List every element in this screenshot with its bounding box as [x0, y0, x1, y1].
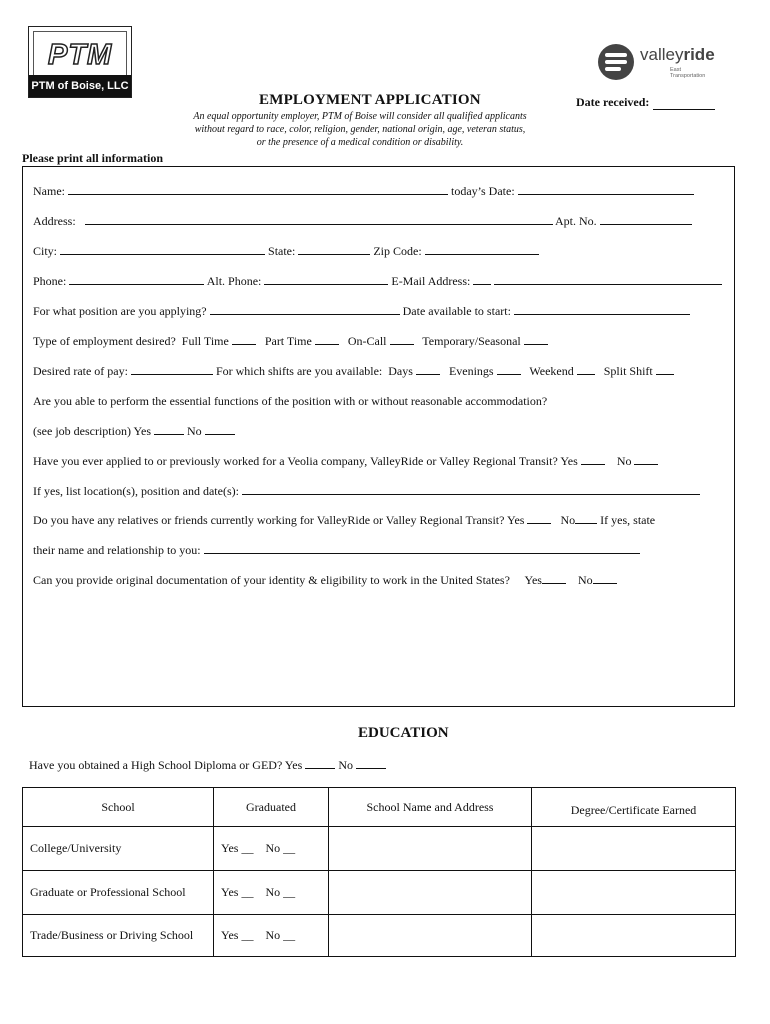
relatives-no-field[interactable] — [575, 513, 597, 524]
date-available-field[interactable] — [514, 304, 690, 315]
relatives-yes-field[interactable] — [527, 513, 551, 524]
valleyride-emblem-icon — [596, 42, 636, 82]
pay-row — [33, 364, 674, 379]
job-description-row — [33, 424, 235, 439]
column-header-graduated: Graduated — [214, 788, 329, 827]
table-row — [23, 827, 736, 871]
veolia-row — [33, 454, 658, 469]
apt-field[interactable] — [600, 214, 692, 225]
job-desc-yes-label: (see job description) Yes — [33, 424, 151, 438]
high-school-no-field[interactable] — [356, 758, 386, 769]
documentation-no-label: No — [577, 573, 593, 587]
split-shift-field[interactable] — [656, 364, 674, 375]
school-name-cell[interactable] — [329, 915, 532, 957]
relationship-label: their name and relationship to you: — [33, 543, 201, 557]
position-field[interactable] — [210, 304, 400, 315]
previous-work-field[interactable] — [242, 484, 700, 495]
graduated-no[interactable]: No __ — [265, 885, 296, 899]
column-header-school-name: School Name and Address — [329, 788, 532, 827]
eeo-line-3: or the presence of a medical condition or disability. — [256, 137, 464, 148]
alt-phone-field[interactable] — [264, 274, 388, 285]
table-row — [23, 871, 736, 915]
temporary-field[interactable] — [524, 334, 548, 345]
todays-date-field[interactable] — [518, 184, 694, 195]
pay-label: Desired rate of pay: — [33, 364, 128, 378]
date-received — [576, 95, 715, 110]
relationship-field[interactable] — [204, 543, 640, 554]
weekend-label: Weekend — [529, 364, 574, 378]
if-yes-state-label: If yes, state — [600, 513, 656, 527]
phone-row — [33, 274, 722, 289]
apt-label: Apt. No. — [555, 214, 597, 228]
high-school-no-label: No — [338, 758, 353, 772]
column-header-degree: Degree/Certificate Earned — [532, 788, 736, 827]
school-cell: College/University — [23, 827, 214, 871]
date-received-field[interactable] — [653, 99, 715, 110]
graduated-cell — [214, 827, 329, 871]
name-field[interactable] — [68, 184, 448, 195]
alt-phone-label: Alt. Phone: — [206, 274, 262, 288]
high-school-question-row — [29, 758, 386, 773]
previous-work-label: If yes, list location(s), position and date(s): — [33, 484, 239, 498]
full-time-field[interactable] — [232, 334, 256, 345]
column-header-school: School — [23, 788, 214, 827]
part-time-label: Part Time — [264, 334, 312, 348]
full-time-label: Full Time — [181, 334, 229, 348]
degree-cell[interactable] — [532, 871, 736, 915]
date-available-label: Date available to start: — [402, 304, 511, 318]
graduated-yes[interactable]: Yes __ — [221, 928, 254, 942]
high-school-yes-field[interactable] — [305, 758, 335, 769]
veolia-no-field[interactable] — [634, 454, 658, 465]
school-cell: Trade/Business or Driving School — [23, 915, 214, 957]
on-call-label: On-Call — [347, 334, 387, 348]
evenings-field[interactable] — [497, 364, 521, 375]
high-school-yes-label: Yes — [284, 758, 303, 772]
relatives-no-label: No — [560, 513, 576, 527]
phone-label: Phone: — [33, 274, 67, 288]
high-school-question: Have you obtained a High School Diploma or GED? — [29, 758, 283, 772]
city-label: City: — [33, 244, 58, 258]
part-time-field[interactable] — [315, 334, 339, 345]
job-desc-yes-field[interactable] — [154, 424, 184, 435]
name-label: Name: — [33, 184, 65, 198]
page-title: EMPLOYMENT APPLICATION — [259, 92, 481, 108]
veolia-yes-field[interactable] — [581, 454, 605, 465]
essential-question: Are you able to perform the essential functions of the position with or without reasonable accommodation? — [33, 394, 548, 408]
on-call-field[interactable] — [390, 334, 414, 345]
weekend-field[interactable] — [577, 364, 595, 375]
email-field-prefix[interactable] — [473, 274, 491, 285]
eeo-statement — [170, 110, 550, 149]
zip-field[interactable] — [425, 244, 539, 255]
documentation-yes-field[interactable] — [542, 573, 566, 584]
table-row — [23, 915, 736, 957]
relatives-yes-label: Yes — [507, 513, 525, 527]
school-cell: Graduate or Professional School — [23, 871, 214, 915]
email-field[interactable] — [494, 274, 722, 285]
split-shift-label: Split Shift — [603, 364, 653, 378]
relationship-row — [33, 543, 640, 558]
valleyride-wordmark — [640, 45, 715, 65]
evenings-label: Evenings — [448, 364, 494, 378]
valleyride-tagline-1: East — [670, 67, 682, 73]
veolia-no-label: No — [616, 454, 632, 468]
graduated-cell — [214, 871, 329, 915]
documentation-no-field[interactable] — [593, 573, 617, 584]
employment-type-row — [33, 334, 548, 349]
position-row — [33, 304, 690, 319]
temporary-label: Temporary/Seasonal — [422, 334, 521, 348]
valleyride-word-bold: ride — [683, 45, 715, 64]
graduated-no[interactable]: No __ — [265, 841, 296, 855]
date-received-label: Date received: — [576, 95, 650, 109]
veolia-yes-label: Yes — [560, 454, 578, 468]
phone-field[interactable] — [69, 274, 204, 285]
state-field[interactable] — [298, 244, 370, 255]
documentation-yes-label: Yes — [524, 573, 542, 587]
ptm-logo — [28, 26, 132, 98]
name-row — [33, 184, 694, 199]
todays-date-label: today’s Date: — [451, 184, 515, 198]
ptm-logo-name: PTM of Boise, LLC — [29, 75, 131, 97]
city-field[interactable] — [60, 244, 265, 255]
valleyride-word-light: valley — [640, 45, 684, 64]
state-label: State: — [268, 244, 296, 258]
zip-label: Zip Code: — [373, 244, 422, 258]
degree-cell[interactable] — [532, 827, 736, 871]
shifts-label: For which shifts are you available: — [215, 364, 383, 378]
valleyride-tagline-2: Transportation — [670, 73, 706, 79]
graduated-yes[interactable]: Yes __ — [221, 885, 254, 899]
education-header-row — [23, 788, 736, 827]
ptm-logo-mark: PTM — [48, 39, 113, 71]
valleyride-tagline — [670, 67, 705, 79]
job-desc-no-label: No — [186, 424, 202, 438]
address-label: Address: — [33, 214, 76, 228]
previous-work-row — [33, 484, 700, 499]
veolia-question: Have you ever applied to or previously worked for a Veolia company, ValleyRide or Valley Regional Transit? — [33, 454, 558, 468]
eeo-line-2: without regard to race, color, religion, gender, national origin, age, veteran status, — [194, 124, 526, 135]
relatives-question: Do you have any relatives or friends currently working for ValleyRide or Valley Regional Transit? — [33, 513, 505, 527]
days-field[interactable] — [416, 364, 440, 375]
school-name-cell[interactable] — [329, 871, 532, 915]
graduated-yes[interactable]: Yes __ — [221, 841, 254, 855]
education-table — [22, 787, 736, 957]
documentation-row — [33, 573, 617, 588]
ptm-logo-frame — [33, 31, 127, 77]
graduated-no[interactable]: No __ — [265, 928, 296, 942]
address-field[interactable] — [85, 214, 553, 225]
eeo-line-1: An equal opportunity employer, PTM of Boise will consider all qualified applicants — [193, 111, 527, 122]
city-row — [33, 244, 539, 259]
pay-field[interactable] — [131, 364, 213, 375]
documentation-question: Can you provide original documentation of your identity & eligibility to work in the United States? — [33, 573, 510, 587]
relatives-row — [33, 513, 655, 528]
print-instruction: Please print all information — [22, 151, 163, 165]
address-row — [33, 214, 692, 229]
degree-cell[interactable] — [532, 915, 736, 957]
school-name-cell[interactable] — [329, 827, 532, 871]
position-label: For what position are you applying? — [33, 304, 207, 318]
job-desc-no-field[interactable] — [205, 424, 235, 435]
education-title: EDUCATION — [358, 725, 449, 741]
graduated-cell — [214, 915, 329, 957]
valleyride-logo — [596, 40, 726, 86]
employment-type-label: Type of employment desired? — [33, 334, 176, 348]
email-label: E-Mail Address: — [391, 274, 471, 288]
days-label: Days — [388, 364, 413, 378]
